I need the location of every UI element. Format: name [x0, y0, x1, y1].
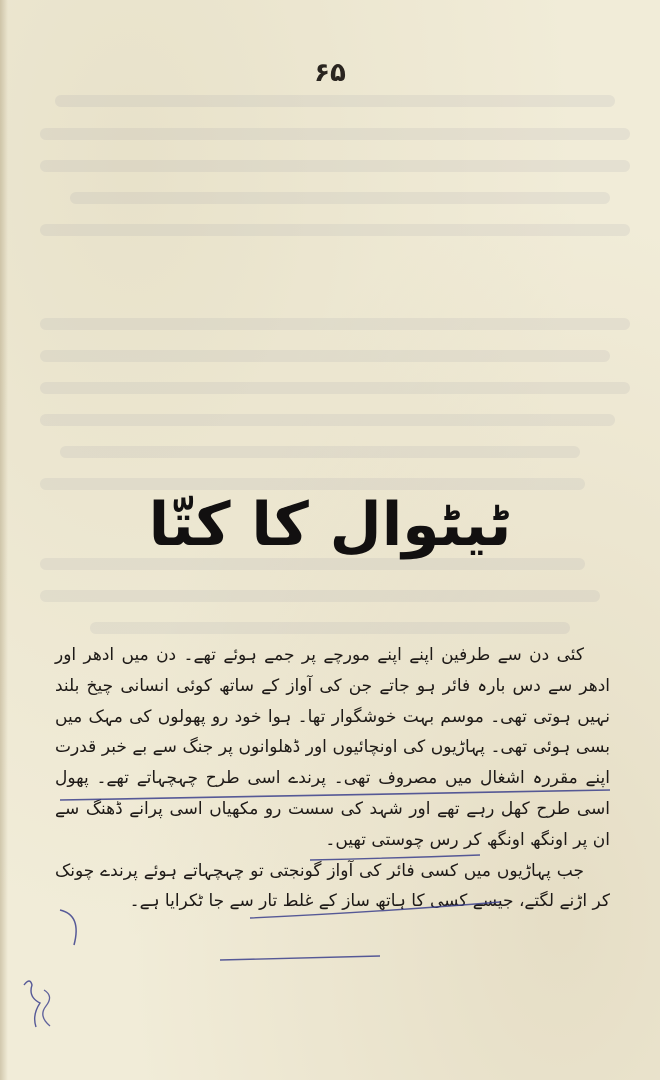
story-body — [55, 640, 610, 917]
paragraph-2: جب پہاڑیوں میں کسی فائر کی آواز گونجتی تو چہچہاتے ہوئے پرندے چونک کر اڑنے لگتے، جیسے کسی کا ہاتھ ساز کے غلط تار سے جا ٹکرایا ہے۔ — [55, 860, 610, 912]
pen-underline — [220, 956, 380, 960]
page-number: ۶۵ — [314, 58, 346, 88]
pen-margin-mark — [24, 981, 40, 1027]
story-title: ٹیٹوال کا کتّا — [148, 490, 512, 560]
pen-margin-mark — [43, 990, 50, 1026]
paragraph-1: کئی دن سے طرفین اپنے اپنے مورچے پر جمے ہوئے تھے۔ دن میں ادھر اور ادھر سے دس بارہ فائر ہو جاتے جن کی آواز کے ساتھ کوئی انسانی چیخ بلند نہیں ہوتی تھی۔ موسم بہت خوشگوار تھا۔ ہوا خود رو پھولوں کی مہک میں بسی ہوئی تھی۔ پہاڑیوں کی اونچائیوں اور ڈھلوانوں پر جنگ سے بے خبر قدرت اپنے مقررہ اشغال میں مصروف تھی۔ پرندے اسی طرح چہچہاتے تھے۔ پھول اسی طرح کھل رہے تھے اور شہد کی سست رو مکھیاں اسی پرانے ڈھنگ سے ان پر اونگھ اونگھ کر رس چوستی تھیں۔ — [55, 645, 610, 850]
